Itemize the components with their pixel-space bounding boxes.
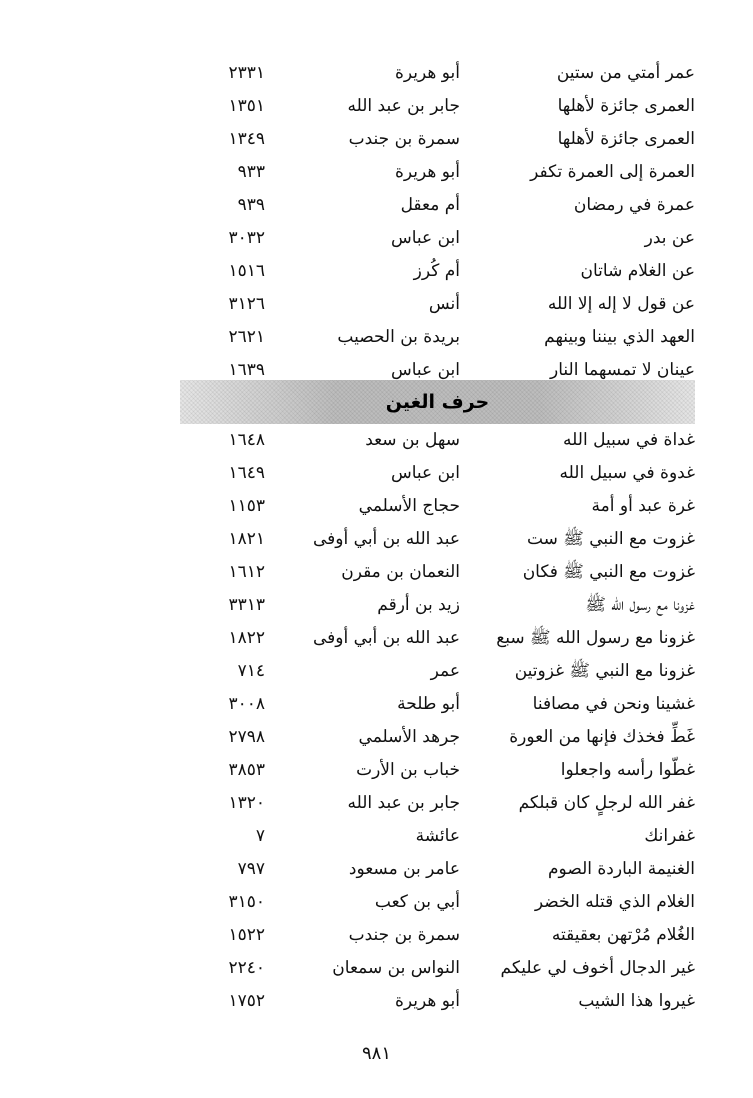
narrator-name: زيد بن أرقم: [377, 595, 460, 615]
hadith-number: ٣٨٥٣: [228, 760, 265, 780]
narrator-name: ابن عباس: [390, 463, 460, 483]
narrator-name: أبو هريرة: [394, 991, 460, 1011]
hadith-text: عينان لا تمسهما النار: [550, 360, 695, 380]
index-row: [180, 321, 695, 354]
index-row: [180, 886, 695, 919]
narrator-name: خباب بن الأرت: [356, 760, 460, 780]
hadith-text: غير الدجال أخوف لي عليكم: [500, 958, 695, 978]
hadith-text: عمرة في رمضان: [573, 195, 695, 215]
narrator-name: النعمان بن مقرن: [341, 562, 460, 582]
hadith-text: العهد الذي بيننا وبينهم: [544, 327, 695, 347]
hadith-number: ٢٧٩٨: [228, 727, 265, 747]
narrator-name: النواس بن سمعان: [332, 958, 460, 978]
index-row: [180, 255, 695, 288]
narrator-name: ابن عباس: [390, 228, 460, 248]
hadith-number: ١٣٢٠: [228, 793, 265, 813]
hadith-number: ٧١٤: [237, 661, 265, 681]
index-row: [180, 853, 695, 886]
narrator-name: أم معقل: [400, 195, 460, 215]
hadith-text: الغُلام مُرْتهن بعقيقته: [551, 925, 695, 945]
narrator-name: عبد الله بن أبي أوفى: [313, 529, 460, 549]
narrator-name: أبو هريرة: [394, 162, 460, 182]
hadith-text: غفرانك: [644, 826, 695, 846]
hadith-text: عمر أمتي من ستين: [556, 63, 695, 83]
hadith-number: ١٥١٦: [228, 261, 265, 281]
hadith-number: ١٦٤٨: [228, 430, 265, 450]
narrator-name: أبو هريرة: [394, 63, 460, 83]
narrator-name: سمرة بن جندب: [348, 129, 460, 149]
hadith-number: ١٣٥١: [228, 96, 265, 116]
index-row: [180, 622, 695, 655]
hadith-number: ٣١٢٦: [228, 294, 265, 314]
index-row: [180, 688, 695, 721]
section-title: حرف الغين: [385, 391, 490, 413]
hadith-number: ١٥٢٢: [228, 925, 265, 945]
hadith-text: عن بدر: [644, 228, 695, 248]
hadith-text: العمرى جائزة لأهلها: [557, 129, 695, 149]
narrator-name: ابن عباس: [390, 360, 460, 380]
narrator-name: أبي بن كعب: [374, 892, 460, 912]
hadith-number: ٢٣٣١: [228, 63, 265, 83]
hadith-text: غزونا مع النبي ﷺ غزوتين: [514, 661, 695, 681]
index-row: [180, 820, 695, 853]
narrator-name: عمر: [430, 661, 460, 681]
hadith-text: الغلام الذي قتله الخضر: [534, 892, 695, 912]
index-row: [180, 123, 695, 156]
hadith-number: ٣١٥٠: [228, 892, 265, 912]
hadith-number: ١٣٤٩: [228, 129, 265, 149]
index-row: [180, 189, 695, 222]
index-row: [180, 57, 695, 90]
index-entries-bottom: [180, 424, 695, 1018]
index-row: [180, 556, 695, 589]
hadith-text: غفر الله لرجلٍ كان قبلكم: [518, 793, 695, 813]
narrator-name: جرهد الأسلمي: [358, 727, 460, 747]
hadith-text: الغنيمة الباردة الصوم: [548, 859, 695, 879]
index-row: [180, 156, 695, 189]
index-row: [180, 288, 695, 321]
hadith-text: غرة عبد أو أمة: [591, 496, 695, 516]
narrator-name: عبد الله بن أبي أوفى: [313, 628, 460, 648]
hadith-text: غزونا مع رسول الله ﷺ سبع: [496, 628, 695, 648]
index-row: [180, 90, 695, 123]
narrator-name: أم كُرز: [413, 261, 460, 281]
hadith-number: ٣٣١٣: [228, 595, 265, 615]
hadith-number: ٧٩٧: [237, 859, 265, 879]
narrator-name: أبو طلحة: [397, 694, 460, 714]
hadith-number: ٧: [255, 826, 265, 846]
index-row: [180, 721, 695, 754]
hadith-number: ٩٣٣: [237, 162, 265, 182]
hadith-text: غَطِّ فخذك فإنها من العورة: [509, 727, 695, 747]
index-row: [180, 787, 695, 820]
narrator-name: سهل بن سعد: [365, 430, 460, 450]
hadith-number: ٣٠٣٢: [228, 228, 265, 248]
index-row: [180, 985, 695, 1018]
page-number: ٩٨١: [361, 1043, 391, 1064]
index-row: [180, 919, 695, 952]
index-row: [180, 589, 695, 622]
hadith-number: ١٦٣٩: [228, 360, 265, 380]
hadith-number: ١٨٢١: [228, 529, 265, 549]
index-entries-top: [180, 57, 695, 387]
narrator-name: جابر بن عبد الله: [347, 96, 460, 116]
section-header: [180, 380, 695, 424]
hadith-text: العمرة إلى العمرة تكفر: [530, 162, 695, 182]
index-row: [180, 424, 695, 457]
hadith-number: ٢٦٢١: [228, 327, 265, 347]
hadith-text: غطّوا رأسه واجعلوا: [560, 760, 695, 780]
hadith-text: غزونا مع رسول الله ﷺ: [585, 595, 695, 615]
hadith-number: ٣٠٠٨: [228, 694, 265, 714]
hadith-number: ١٦١٢: [228, 562, 265, 582]
hadith-text: غزوت مع النبي ﷺ ست: [526, 529, 695, 549]
hadith-text: غشينا ونحن في مصافنا: [532, 694, 695, 714]
hadith-number: ١٨٢٢: [228, 628, 265, 648]
hadith-number: ١١٥٣: [228, 496, 265, 516]
hadith-text: عن الغلام شاتان: [580, 261, 695, 281]
narrator-name: عامر بن مسعود: [348, 859, 460, 879]
hadith-text: غداة في سبيل الله: [563, 430, 695, 450]
hadith-text: عن قول لا إله إلا الله: [547, 294, 695, 314]
index-row: [180, 222, 695, 255]
hadith-text: غزوت مع النبي ﷺ فكان: [522, 562, 695, 582]
narrator-name: أنس: [428, 294, 460, 314]
index-row: [180, 754, 695, 787]
index-row: [180, 523, 695, 556]
hadith-text: غدوة في سبيل الله: [559, 463, 695, 483]
narrator-name: جابر بن عبد الله: [347, 793, 460, 813]
hadith-number: ١٦٤٩: [228, 463, 265, 483]
narrator-name: عائشة: [415, 826, 460, 846]
hadith-text: غيروا هذا الشيب: [578, 991, 695, 1011]
narrator-name: سمرة بن جندب: [348, 925, 460, 945]
hadith-number: ٩٣٩: [237, 195, 265, 215]
index-row: [180, 655, 695, 688]
index-row: [180, 952, 695, 985]
hadith-number: ١٧٥٢: [228, 991, 265, 1011]
index-row: [180, 490, 695, 523]
hadith-number: ٢٢٤٠: [228, 958, 265, 978]
narrator-name: بريدة بن الحصيب: [337, 327, 460, 347]
index-row: [180, 457, 695, 490]
narrator-name: حجاج الأسلمي: [358, 496, 460, 516]
hadith-text: العمرى جائزة لأهلها: [557, 96, 695, 116]
